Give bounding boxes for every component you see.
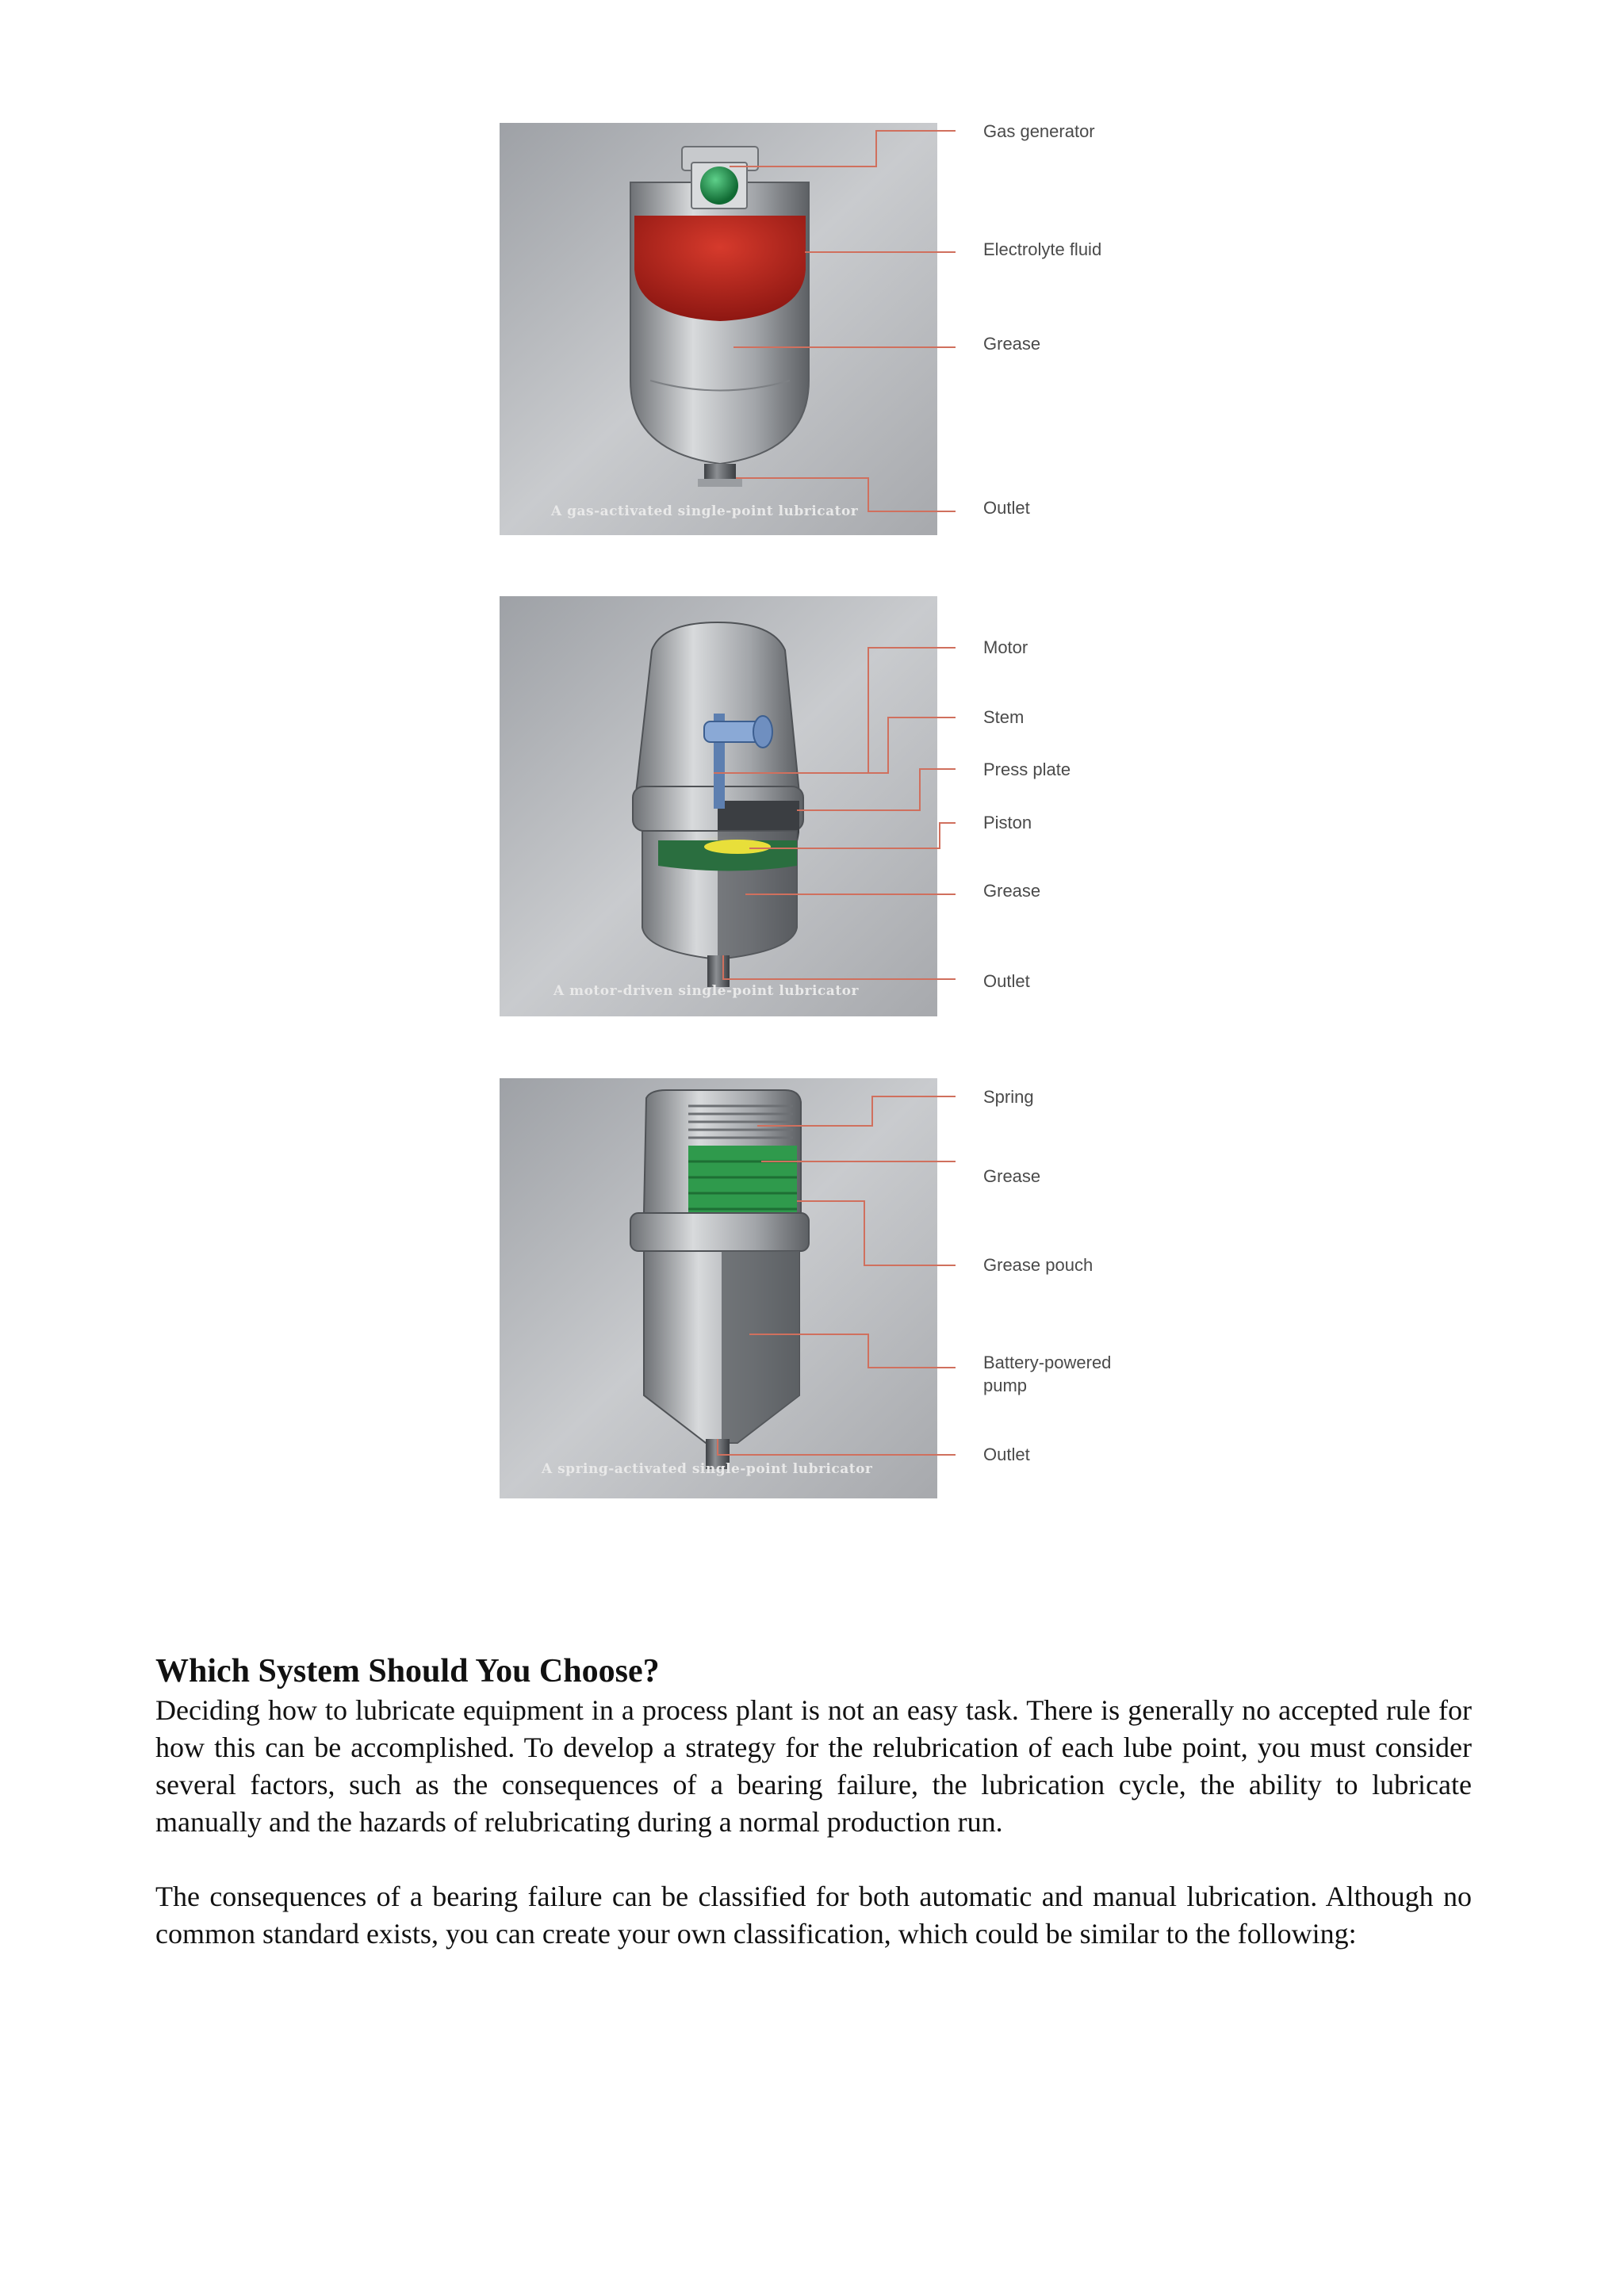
label-stem: Stem [983, 707, 1025, 727]
label-spring: Spring [983, 1087, 1034, 1107]
label-battery-powered: Battery-powered [983, 1353, 1112, 1372]
label-gas-generator: Gas generator [983, 121, 1095, 141]
electrolyte-fluid-shape [634, 216, 806, 321]
label-outlet-3: Outlet [983, 1445, 1030, 1464]
grease-pouch-shape [688, 1146, 797, 1217]
label-press-plate: Press plate [983, 760, 1071, 779]
gas-lubricator-panel [500, 121, 1101, 535]
which-system-section [155, 1651, 1472, 1953]
label-motor: Motor [983, 637, 1028, 657]
label-outlet-2: Outlet [983, 971, 1030, 991]
label-outlet-1: Outlet [983, 498, 1030, 518]
label-grease-2: Grease [983, 881, 1041, 901]
spring-lubricator-caption: A spring-activated single-point lubricator [542, 1461, 873, 1477]
motor-lubricator-panel [500, 596, 1071, 1016]
label-electrolyte-fluid: Electrolyte fluid [983, 239, 1102, 259]
gas-lubricator-caption: A gas-activated single-point lubricator [551, 503, 859, 519]
section-heading: Which System Should You Choose? [155, 1653, 660, 1689]
label-grease-1: Grease [983, 334, 1041, 354]
paragraph-1: Deciding how to lubricate equipment in a process plant is not an easy task. There is generally no accepted rule for how this can be accomplished. To develop a strategy for the relubrication of each lube point, you must consider several factors, such as the consequences of a bearing failure, the lubrication cycle, the ability to lubricate manually and the hazards of relubricating during a normal production run. [155, 1694, 1472, 1838]
gas-generator-ball [700, 166, 738, 205]
label-pump: pump [983, 1376, 1028, 1395]
spring-lubricator-panel [500, 1078, 1111, 1498]
label-grease-pouch: Grease pouch [983, 1255, 1094, 1275]
label-grease-3: Grease [983, 1166, 1041, 1186]
label-piston: Piston [983, 813, 1032, 832]
motor-lubricator-caption: A motor-driven single-point lubricator [553, 983, 859, 999]
paragraph-2: The consequences of a bearing failure can be classified for both automatic and manual lubrication. Although no common standard exists, you can create your own classification, which could be similar to the following: [155, 1881, 1472, 1950]
